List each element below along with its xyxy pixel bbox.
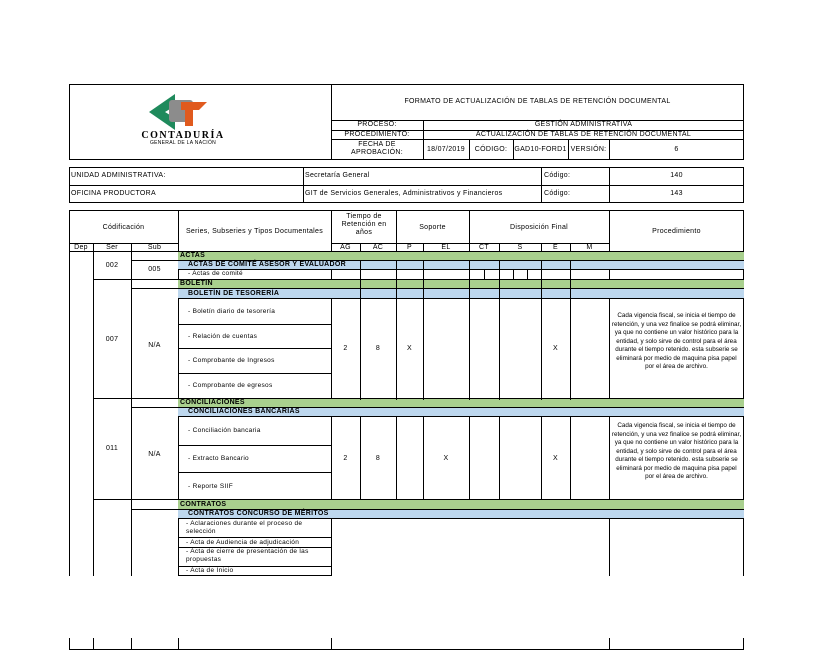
doc-acta-cierre: - Acta de cierre de presentación de las propuestas [186, 548, 309, 563]
sub-boletin-na: N/A [148, 342, 161, 349]
contaduria-logo-icon [143, 90, 213, 134]
oficina-codigo-value: 143 [670, 190, 683, 197]
subseries-boletin: BOLETÍN DE TESORERÍA [188, 290, 280, 297]
dep-header: Dep [74, 244, 88, 251]
version-value: 6 [674, 146, 679, 153]
doc-comprobante-ingresos: - Comprobante de Ingresos [188, 357, 275, 364]
codificacion-header: Códificación [102, 224, 145, 231]
s-header: S [517, 244, 523, 251]
doc-aclaraciones: - Aclaraciones durante el proceso de selección [186, 520, 303, 535]
procedimiento-label: PROCEDIMIENTO: [344, 131, 410, 138]
subseries-actas: ACTAS DE COMITÉ ASESOR Y EVALUADOR [188, 261, 346, 268]
doc-relacion-cuentas: - Relación de cuentas [188, 333, 258, 340]
boletin-procedimiento: Cada vigencia fiscal, se inicia el tiempo de retención, y una vez finalice se podrá eliminar, ya que no contiene un valor histórico para la entidad, y solo sirve de control para el área durante el tiempo retenido. esta subserie se eliminará por medio de maquina pisa papel por el área de archivo. [611, 312, 742, 370]
disposicion-header: Disposición Final [509, 224, 568, 231]
series-header: Series, Subseries y Tipos Documentales [185, 228, 324, 235]
series-boletin: BOLETIN [180, 280, 213, 287]
oficina-productora-label: OFICINA PRODUCTORA [71, 190, 157, 197]
logo [140, 90, 230, 148]
doc-acta-audiencia: - Acta de Audiencia de adjudicación [186, 539, 300, 546]
boletin-soporte-p: X [407, 345, 412, 352]
conc-ag: 2 [343, 455, 348, 462]
ag-header: AG [340, 244, 351, 251]
procedimiento-header: Procedimiento [652, 228, 701, 235]
subseries-conciliaciones: CONCILIACIONES BANCARIAS [188, 408, 300, 415]
boletin-disposicion-e: X [553, 345, 558, 352]
sub-005: 005 [148, 266, 161, 273]
soporte-header: Soporte [419, 224, 446, 231]
document-title: FORMATO DE ACTUALIZACIÓN DE TABLAS DE RETENCIÓN DOCUMENTAL [404, 98, 671, 105]
sub-header: Sub [147, 244, 162, 251]
conc-disposicion-e: X [553, 455, 558, 462]
codigo-label: CÓDIGO: [474, 146, 508, 153]
fecha-value: 18/07/2019 [426, 146, 466, 153]
el-header: EL [441, 244, 451, 251]
ser-011: 011 [105, 445, 119, 452]
boletin-ag: 2 [343, 345, 348, 352]
boletin-ac: 8 [375, 345, 381, 352]
series-band-conciliaciones [178, 399, 744, 407]
series-contratos: CONTRATOS [180, 501, 227, 508]
ser-header: Ser [106, 244, 118, 251]
conc-procedimiento: Cada vigencia fiscal, se inicia el tiempo de retención, y una vez finalice se podrá eliminar, ya que no contiene un valor histórico para la entidad, y solo sirve de control para el área durante el tiempo retenido. esta subserie se eliminará por medio de maquina pisa papel por el área de archivo. [611, 422, 742, 480]
conc-ac: 8 [375, 455, 381, 462]
ser-007: 007 [105, 336, 119, 343]
unidad-codigo-label: Código: [544, 172, 571, 179]
ac-header: AC [372, 244, 384, 251]
sub-conc-na: N/A [148, 451, 161, 458]
doc-comprobante-egresos: - Comprobante de egresos [188, 382, 273, 389]
ct-header: CT [479, 244, 489, 251]
unidad-administrativa-value: Secretaría General [305, 172, 370, 179]
proceso-value: GESTIÓN ADMINISTRATIVA [534, 121, 633, 128]
series-actas: ACTAS [180, 252, 206, 259]
proceso-label: PROCESO: [357, 121, 397, 128]
logo-subtitle: GENERAL DE LA NACIÓN [149, 140, 217, 146]
oficina-codigo-label: Código: [544, 190, 571, 197]
doc-conciliacion-bancaria: - Conciliación bancaria [188, 427, 261, 434]
e-header: E [553, 244, 558, 251]
doc-boletin-diario: - Boletín diario de tesorería [188, 308, 276, 315]
series-band-actas [178, 252, 744, 260]
doc-extracto-bancario: - Extracto Bancario [188, 455, 249, 462]
doc-reporte-siif: - Reporte SIIF [188, 483, 234, 490]
m-header: M [586, 244, 593, 251]
oficina-productora-value: GIT de Servicios Generales, Administrativos y Financieros [305, 190, 503, 197]
fecha-label: FECHA DE APROBACIÓN: [351, 141, 403, 156]
conc-soporte-el: X [443, 455, 449, 462]
codigo-value: GAD10-FORD1 [514, 146, 567, 153]
version-label: VERSIÓN: [570, 146, 607, 153]
ser-002: 002 [105, 262, 119, 269]
doc-actas-comite: - Actas de comité [188, 270, 243, 277]
subseries-contratos: CONTRATOS CONCURSO DE MÉRITOS [188, 510, 329, 517]
logo-name: CONTADURÍA [141, 130, 225, 141]
doc-acta-inicio: - Acta de Inicio [186, 567, 234, 574]
tiempo-header: Tiempo de Retención en años [341, 213, 387, 236]
unidad-administrativa-label: UNIDAD ADMINISTRATIVA: [71, 172, 166, 179]
unidad-codigo-value: 140 [670, 172, 683, 179]
procedimiento-value: ACTUALIZACIÓN DE TABLAS DE RETENCIÓN DOCUMENTAL [475, 131, 692, 138]
series-conciliaciones: CONCILIACIONES [180, 399, 245, 406]
series-band-boletin [178, 280, 744, 288]
series-band-contratos [178, 500, 744, 509]
p-header: P [407, 244, 412, 251]
